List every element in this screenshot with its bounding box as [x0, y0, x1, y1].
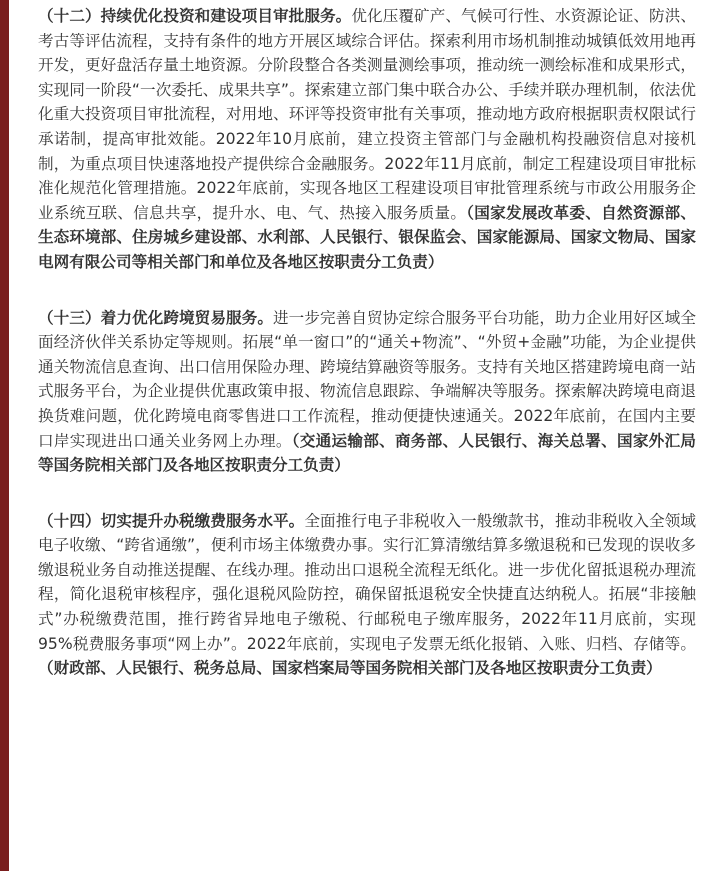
section-14-body: 全面推行电子非税收入一般缴款书，推动非税收入全领域电子收缴、“跨省通缴”，便利市场主体缴费办事。实行汇算清缴结算多缴退税和已发现的误收多缴退税业务自动推送提醒、在线办理。推动出口退税全流程无纸化。进一步优化留抵退税办理流程，简化退税审核程序，强化退税风险防控，确保留抵退税安全快捷直达纳税人。拓展“非接触式”办税缴费范围，推行跨省异地电子缴税、行邮税电子缴库服务，2022年11月底前，实现95%税费服务事项“网上办”。2022年底前，实现电子发票无纸化报销、入账、归档、存储等。 — [38, 511, 696, 653]
section-14-responsible: （财政部、人民银行、税务总局、国家档案局等国务院相关部门及各地区按职责分工负责） — [38, 659, 662, 678]
section-12-responsible: （国家发展改革委、自然资源部、生态环境部、住房城乡建设部、水利部、人民银行、银保监会、国家能源局、国家文物局、国家电网有限公司等相关部门和单位及各地区按职责分工负责） — [38, 203, 696, 271]
section-12 — [38, 4, 696, 275]
left-accent-bar — [0, 0, 9, 871]
section-14-heading: （十四）切实提升办税缴费服务水平。 — [38, 511, 305, 530]
section-12-heading: （十二）持续优化投资和建设项目审批服务。 — [38, 7, 352, 25]
section-14 — [38, 509, 696, 681]
article-body — [38, 4, 696, 712]
section-13-body: 进一步完善自贸协定综合服务平台功能，助力企业用好区域全面经济伙伴关系协定等规则。拓展“单一窗口”的“通关+物流”、“外贸+金融”功能，为企业提供通关物流信息查询、出口信用保险办理、跨境结算融资等服务。支持有关地区搭建跨境电商一站式服务平台，为企业提供优惠政策申报、物流信息跟踪、争端解决等服务。探索解决跨境电商退换货难问题，优化跨境电商零售进口工作流程，推动便捷快速通关。2022年底前，在国内主要口岸实现进出口通关业务网上办理。 — [38, 308, 696, 450]
section-13 — [38, 306, 696, 478]
section-13-heading: （十三）着力优化跨境贸易服务。 — [38, 308, 274, 327]
section-13-responsible: （交通运输部、商务部、人民银行、海关总署、国家外汇局等国务院相关部门及各地区按职责分工负责） — [38, 431, 696, 475]
section-12-body: 优化压覆矿产、气候可行性、水资源论证、防洪、考古等评估流程，支持有条件的地方开展区域综合评估。探索利用市场机制推动城镇低效用地再开发，更好盘活存量土地资源。分阶段整合各类测量测绘事项，推动统一测绘标准和成果形式，实现同一阶段“一次委托、成果共享”。探索建立部门集中联合办公、手续并联办理机制，依法优化重大投资项目审批流程，对用地、环评等投资审批有关事项，推动地方政府根据职责权限试行承诺制，提高审批效能。2022年10月底前，建立投资主管部门与金融机构投融资信息对接机制，为重点项目快速落地投产提供综合金融服务。2022年11月底前，制定工程建设项目审批标准化规范化管理措施。2022年底前，实现各地区工程建设项目审批管理系统与市政公用服务企业系统互联、信息共享，提升水、电、气、热接入服务质量。 — [38, 7, 696, 222]
